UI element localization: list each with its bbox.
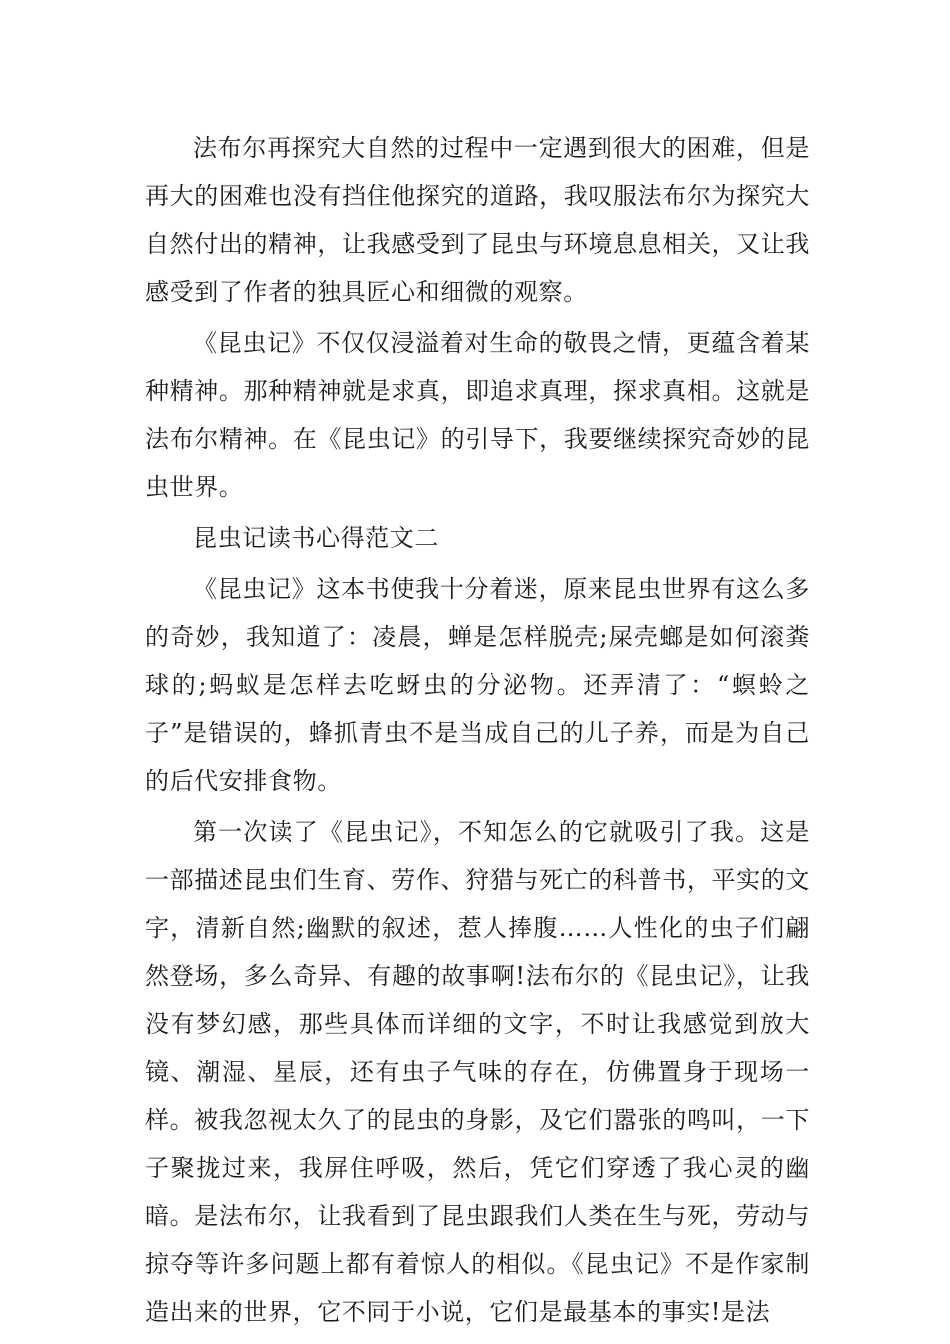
paragraph-1: 法布尔再探究大自然的过程中一定遇到很大的困难，但是再大的困难也没有挡住他探究的道路，我叹服法布尔为探究大自然付出的精神，让我感受到了昆虫与环境息息相关，又让我感受到了作者的独具匠心和细微的观察。 (145, 134, 810, 306)
section-title: 昆虫记读书心得范文二 (193, 524, 439, 552)
paragraph-2: 《昆虫记》不仅仅浸溢着对生命的敬畏之情，更蕴含着某种精神。那种精神就是求真，即追求真理，探求真相。这就是法布尔精神。在《昆虫记》的引导下，我要继续探究奇妙的昆虫世界。 (145, 329, 810, 501)
document-body (145, 124, 810, 1339)
paragraph-3: 《昆虫记》这本书使我十分着迷，原来昆虫世界有这么多的奇妙，我知道了：凌晨，蝉是怎样脱壳;屎壳螂是如何滚粪球的;蚂蚁是怎样去吃蚜虫的分泌物。还弄清了：“螟蛉之子”是错误的，蜂抓青虫不是当成自己的儿子养，而是为自己的后代安排食物。 (145, 575, 810, 795)
paragraph-4: 第一次读了《昆虫记》，不知怎么的它就吸引了我。这是一部描述昆虫们生育、劳作、狩猎与死亡的科普书，平实的文字，清新自然;幽默的叙述，惹人捧腹……人性化的虫子们翩然登场，多么奇异、有趣的故事啊!法布尔的《昆虫记》，让我没有梦幻感，那些具体而详细的文字，不时让我感觉到放大镜、潮湿、星辰，还有虫子气味的存在，仿佛置身于现场一样。被我忽视太久了的昆虫的身影，及它们嚣张的鸣叫，一下子聚拢过来，我屏住呼吸，然后，凭它们穿透了我心灵的幽暗。是法布尔，让我看到了昆虫跟我们人类在生与死，劳动与掠夺等许多问题上都有着惊人的相似。《昆虫记》不是作家制造出来的世界，它不同于小说，它们是最基本的事实!是法 (145, 818, 810, 1326)
